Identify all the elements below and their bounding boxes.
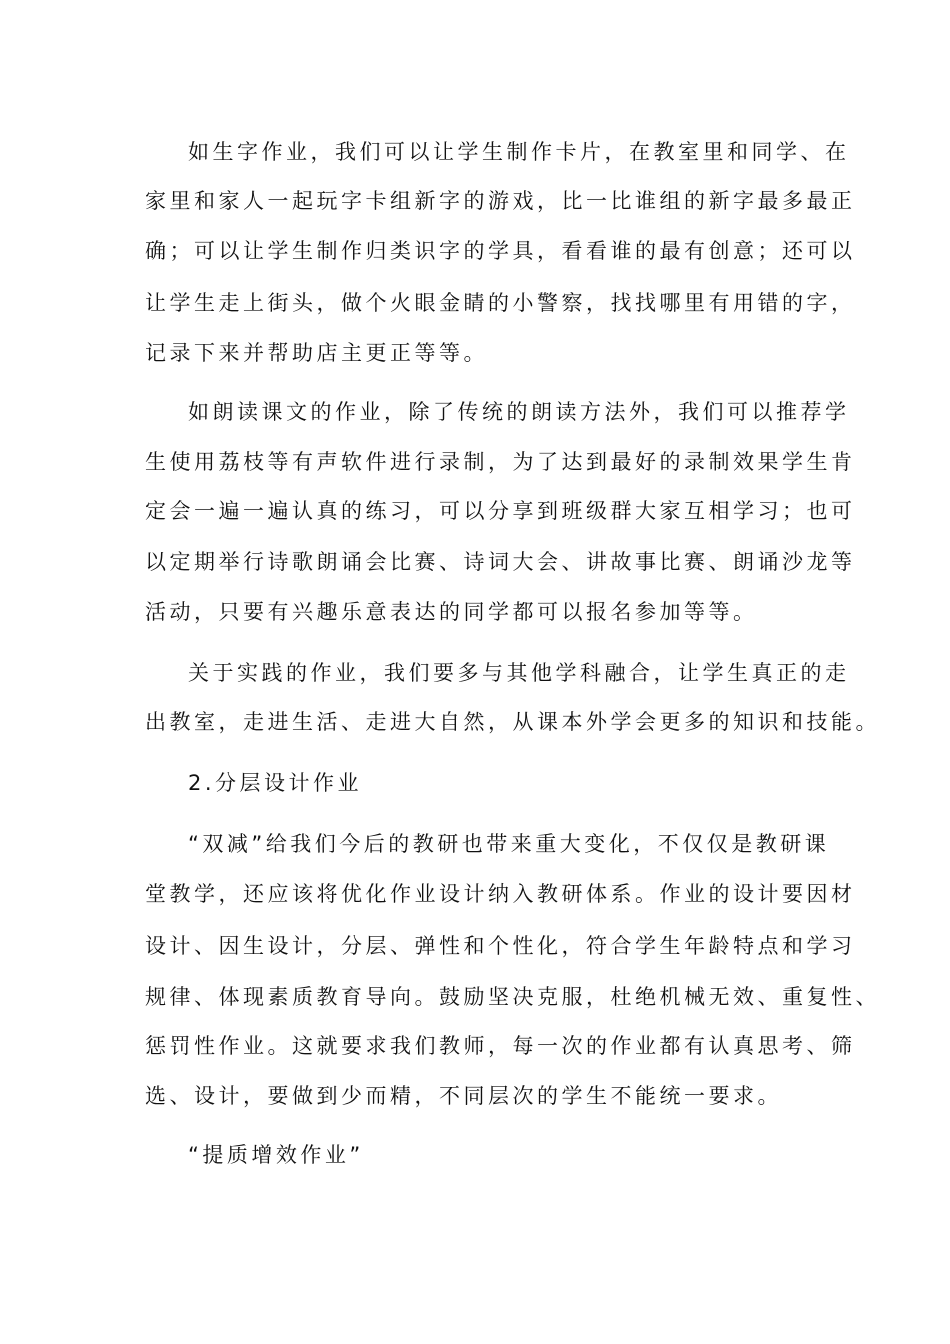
paragraph-2-line-2: 生使用荔枝等有声软件进行录制，为了达到最好的录制效果学生肯	[145, 450, 856, 474]
paragraph-1-line-5: 记录下来并帮助店主更正等等。	[145, 341, 488, 365]
paragraph-1-line-3: 确；可以让学生制作归类识字的学具，看看谁的最有创意；还可以	[145, 239, 856, 263]
paragraph-2-line-1: 如朗读课文的作业，除了传统的朗读方法外，我们可以推荐学	[188, 400, 850, 424]
paragraph-2-line-5: 活动，只要有兴趣乐意表达的同学都可以报名参加等等。	[145, 600, 758, 624]
paragraph-5-line-1: “提质增效作业”	[188, 1143, 364, 1167]
paragraph-4-line-5: 惩罚性作业。这就要求我们教师，每一次的作业都有认真思考、筛	[145, 1034, 856, 1058]
paragraph-1-line-2: 家里和家人一起玩字卡组新字的游戏，比一比谁组的新字最多最正	[145, 189, 856, 213]
paragraph-3-line-1: 关于实践的作业，我们要多与其他学科融合，让学生真正的走	[188, 661, 850, 685]
paragraph-4-line-3: 设计、因生设计，分层、弹性和个性化，符合学生年龄特点和学习	[145, 934, 856, 958]
paragraph-4-line-4: 规律、体现素质教育导向。鼓励坚决克服，杜绝机械无效、重复性、	[145, 985, 880, 1009]
paragraph-4-line-1: “双减”给我们今后的教研也带来重大变化，不仅仅是教研课	[188, 832, 830, 856]
paragraph-4-line-6: 选、设计，要做到少而精，不同层次的学生不能统一要求。	[145, 1084, 782, 1108]
section-heading: 2.分层设计作业	[188, 771, 363, 795]
paragraph-2-line-3: 定会一遍一遍认真的练习，可以分享到班级群大家互相学习；也可	[145, 499, 856, 523]
paragraph-1-line-4: 让学生走上街头，做个火眼金睛的小警察，找找哪里有用错的字，	[145, 291, 856, 315]
paragraph-2-line-4: 以定期举行诗歌朗诵会比赛、诗词大会、讲故事比赛、朗诵沙龙等	[145, 550, 856, 574]
paragraph-3-line-2: 出教室，走进生活、走进大自然，从课本外学会更多的知识和技能。	[145, 710, 880, 734]
paragraph-1-line-1: 如生字作业，我们可以让学生制作卡片，在教室里和同学、在	[188, 140, 850, 164]
paragraph-4-line-2: 堂教学，还应该将优化作业设计纳入教研体系。作业的设计要因材	[145, 882, 856, 906]
